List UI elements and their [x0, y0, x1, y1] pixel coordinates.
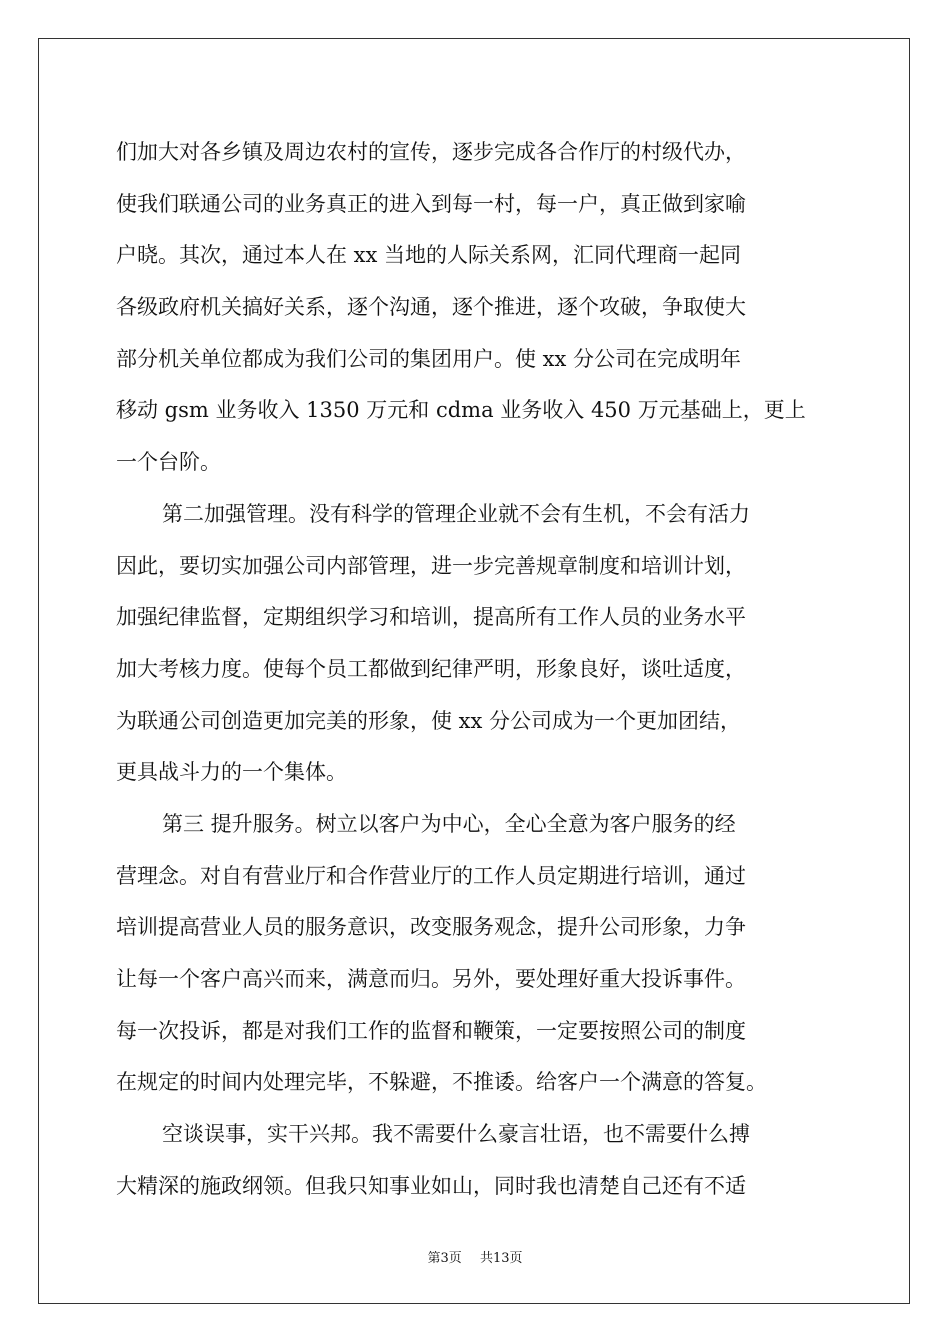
- paragraph-start-line: 第三 提升服务。树立以客户为中心，全心全意为客户服务的经: [162, 811, 736, 836]
- page-total: 共13页: [479, 1251, 523, 1266]
- text-line: 户晓。其次，通过本人在 xx 当地的人际关系网，汇同代理商一起同: [116, 243, 742, 268]
- text-line: 加大考核力度。使每个员工都做到纪律严明，形象良好，谈吐适度，: [116, 656, 746, 681]
- text-line: 大精深的施政纲领。但我只知事业如山，同时我也清楚自己还有不适: [116, 1173, 746, 1198]
- text-line: 们加大对各乡镇及周边农村的宣传，逐步完成各合作厅的村级代办，: [116, 140, 746, 164]
- text-line: 加强纪律监督，定期组织学习和培训，提高所有工作人员的业务水平: [116, 605, 746, 630]
- document-body: [116, 127, 836, 1212]
- text-line: 一个台阶。: [116, 450, 221, 475]
- text-line: 因此，要切实加强公司内部管理，进一步完善规章制度和培训计划，: [116, 553, 746, 578]
- page-footer: [0, 1247, 950, 1266]
- text-line: 各级政府机关搞好关系，逐个沟通，逐个推进，逐个攻破，争取使大: [116, 295, 746, 320]
- page-number: 第3页: [427, 1251, 462, 1266]
- paragraph-start-line: 第二加强管理。没有科学的管理企业就不会有生机，不会有活力: [162, 501, 750, 526]
- text-line: 让每一个客户高兴而来，满意而归。另外，要处理好重大投诉事件。: [116, 967, 746, 991]
- text-line: 使我们联通公司的业务真正的进入到每一村，每一户，真正做到家喻: [116, 191, 746, 216]
- text-line: 在规定的时间内处理完毕，不躲避，不推诿。给客户一个满意的答复。: [116, 1070, 767, 1095]
- text-line: 更具战斗力的一个集体。: [116, 760, 347, 785]
- text-line: 培训提高营业人员的服务意识，改变服务观念，提升公司形象，力争: [116, 915, 746, 940]
- paragraph-start-line: 空谈误事，实干兴邦。我不需要什么豪言壮语，也不需要什么搏: [162, 1122, 750, 1147]
- text-line: 每一次投诉，都是对我们工作的监督和鞭策，一定要按照公司的制度: [116, 1018, 746, 1043]
- text-line: 为联通公司创造更加完美的形象，使 xx 分公司成为一个更加团结，: [116, 708, 742, 733]
- text-line: 移动 gsm 业务收入 1350 万元和 cdma 业务收入 450 万元基础上，更上: [116, 398, 806, 423]
- text-line: 营理念。对自有营业厅和合作营业厅的工作人员定期进行培训，通过: [116, 863, 746, 888]
- text-line: 部分机关单位都成为我们公司的集团用户。使 xx 分公司在完成明年: [116, 346, 742, 371]
